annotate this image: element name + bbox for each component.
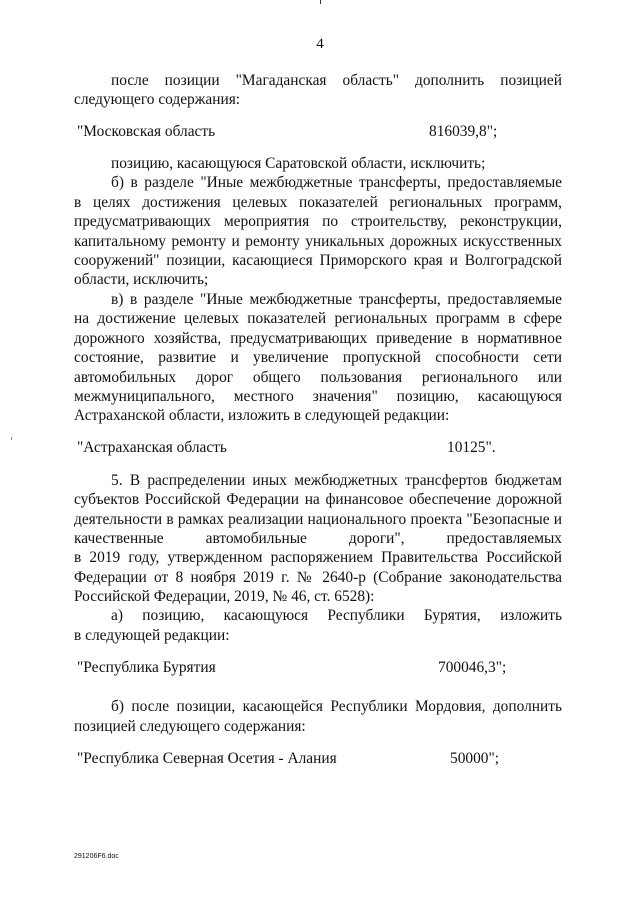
text-line: субъектов Российской Федерации на финансовое обеспечение дорожной: [74, 491, 562, 508]
text-line: 5. В распределении иных межбюджетных трансфертов бюджетам: [111, 472, 562, 489]
text-line: сооружений" позиции, касающиеся Приморского края и Волгоградской: [74, 252, 562, 269]
text-line: б) после позиции, касающейся Республики Мордовия, дополнить: [111, 698, 562, 715]
text-line: качественные автомобильные дороги", предоставляемых: [74, 530, 562, 547]
text-line: в следующей редакции:: [74, 627, 230, 644]
entry-name: "Московская область: [77, 123, 216, 140]
text-line: области, исключить;: [74, 271, 209, 288]
entry-value: 700046,3";: [438, 659, 507, 676]
text-line: деятельности в рамках реализации национального проекта "Безопасные и: [74, 511, 562, 528]
footer-filename: 291206F6.doc: [74, 853, 119, 860]
text-line: межмуниципального, местного значения" позицию, касающуюся: [74, 388, 562, 405]
text-line: автомобильных дорог общего пользования регионального или: [74, 369, 562, 386]
left-margin-mark: [11, 437, 12, 440]
text-line: состояние, развитие и увеличение пропускной способности сети: [74, 349, 562, 366]
entry-value: 10125".: [447, 439, 496, 456]
text-line: в) в разделе "Иные межбюджетные трансферты, предоставляемые: [111, 291, 562, 308]
text-line: предусматривающих мероприятия по строительству, реконструкции,: [74, 213, 562, 230]
top-edge-mark: [320, 0, 321, 4]
text-line: позицию, касающуюся Саратовской области, исключить;: [111, 155, 486, 172]
text-line: капитальному ремонту и ремонту уникальных дорожных искусственных: [74, 233, 562, 250]
text-line: следующего содержания:: [74, 91, 241, 108]
text-line: в целях достижения целевых показателей региональных программ,: [74, 194, 562, 211]
text-line: на достижение целевых показателей региональных программ в сфере: [74, 310, 562, 327]
text-line: а) позицию, касающуюся Республики Бурятия, изложить: [111, 607, 562, 624]
text-line: Российской Федерации, 2019, № 46, ст. 6528):: [74, 588, 375, 605]
entry-value: 50000";: [450, 750, 500, 767]
text-line: после позиции "Магаданская область" дополнить позицией: [111, 72, 562, 89]
text-line: Астраханской области, изложить в следующей редакции:: [74, 407, 450, 424]
text-line: позицией следующего содержания:: [74, 718, 306, 735]
page-number: 4: [316, 36, 324, 52]
entry-name: "Астраханская область: [77, 439, 227, 456]
text-line: Федерации от 8 ноября 2019 г. № 2640-р (Собрание законодательства: [74, 569, 562, 586]
entry-name: "Республика Северная Осетия - Алания: [77, 750, 337, 767]
entry-name: "Республика Бурятия: [77, 659, 216, 676]
text-line: дорожного хозяйства, предусматривающих приведение в нормативное: [74, 330, 562, 347]
text-line: б) в разделе "Иные межбюджетные трансферты, предоставляемые: [111, 174, 562, 191]
text-line: в 2019 году, утвержденном распоряжением Правительства Российской: [74, 549, 562, 566]
entry-value: 816039,8";: [429, 123, 498, 140]
